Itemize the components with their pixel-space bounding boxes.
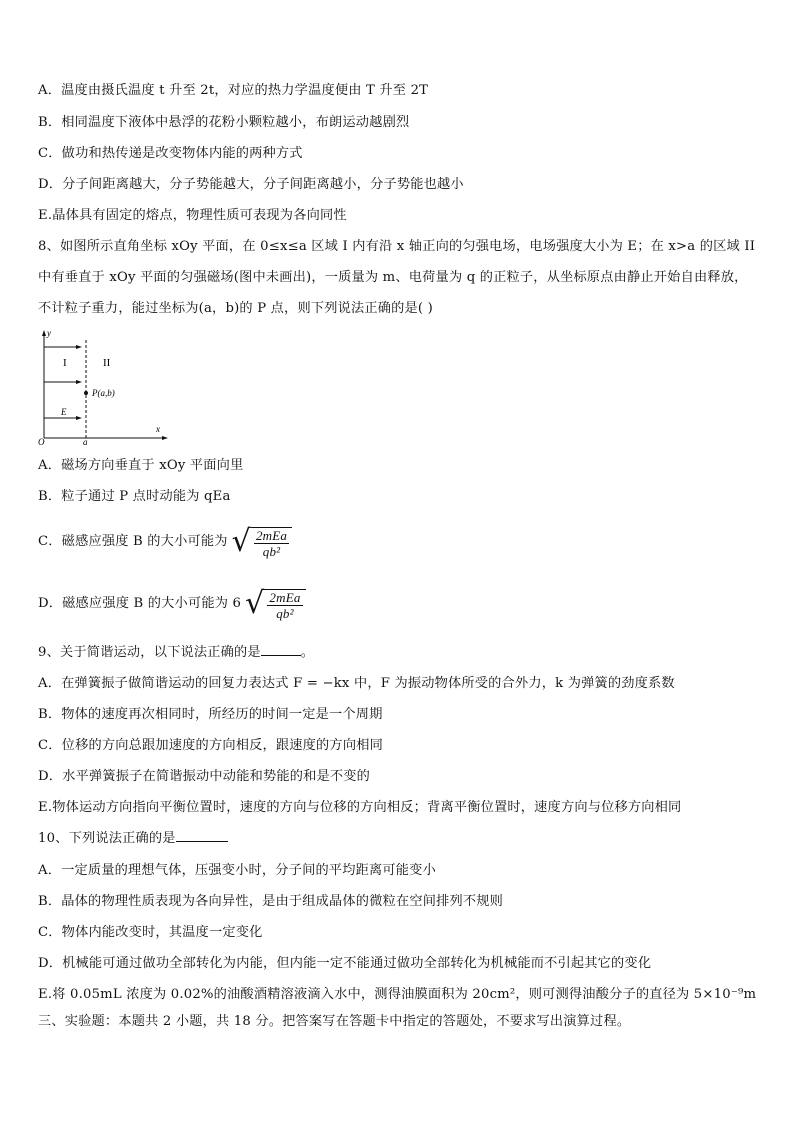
q8-option-b: B．粒子通过 P 点时动能为 qEa xyxy=(38,489,231,504)
q8-option-c-text: C．磁感应强度 B 的大小可能为 xyxy=(38,534,228,549)
q10-option-e: E.将 0.05mL 浓度为 0.02%的油酸酒精溶液滴入水中，测得油膜面积为 20cm²，则可测得油酸分子的直径为 5×10⁻⁹m xyxy=(38,987,757,1002)
q10-stem-text: 10、下列说法正确的是 xyxy=(38,831,176,846)
region-one-label: I xyxy=(63,357,67,369)
frac-denominator: qb² xyxy=(276,606,294,621)
region-two-label: II xyxy=(103,357,111,369)
q7-option-d: D．分子间距离越大，分子势能越大，分子间距离越小，分子势能也越小 xyxy=(38,177,464,192)
q9-stem xyxy=(38,643,774,663)
q10-option-c: C．物体内能改变时，其温度一定变化 xyxy=(38,925,263,940)
q10-option-b: B．晶体的物理性质表现为各向异性，是由于组成晶体的微粒在空间排列不规则 xyxy=(38,894,504,909)
q9-option-a: A．在弹簧振子做简谐运动的回复力表达式 F = −kx 中，F 为振动物体所受的合外力，k 为弹簧的劲度系数 xyxy=(38,676,675,691)
q8-option-d-text: D．磁感应强度 B 的大小可能为 6 xyxy=(38,596,242,611)
q9-option-e: E.物体运动方向指向平衡位置时，速度的方向与位移的方向相反；背离平衡位置时，速度方向与位移方向相同 xyxy=(38,800,682,815)
q8-option-d-formula: √ $\frac{\text{2mEa}}{\text{qb²}}$ xyxy=(245,585,305,623)
q8-stem-line1: 8、如图所示直角坐标 xOy 平面，在 0≤x≤a 区域 I 内有沿 x 轴正向的匀强电场，电场强度大小为 E；在 x>a 的区域 II xyxy=(38,239,756,254)
q9-option-c: C．位移的方向总跟加速度的方向相反，跟速度的方向相同 xyxy=(38,738,383,753)
q8-stem-line3: 不计粒子重力，能过坐标为(a，b)的 P 点，则下列说法正确的是( ) xyxy=(38,301,434,316)
q10-option-a: A．一定质量的理想气体，压强变小时，分子间的平均距离可能变小 xyxy=(38,863,436,878)
q9-option-d: D．水平弹簧振子在简谐振动中动能和势能的和是不变的 xyxy=(38,769,371,784)
point-p-label: P(a,b) xyxy=(92,388,115,398)
axis-y-label: y xyxy=(47,328,51,338)
field-e-label: E xyxy=(61,407,67,417)
q7-option-b: B．相同温度下液体中悬浮的花粉小颗粒越小，布朗运动越剧烈 xyxy=(38,115,410,130)
frac-numerator: 2mEa xyxy=(255,528,288,543)
q10-stem xyxy=(38,829,774,849)
q9-option-b: B．物体的速度再次相同时，所经历的时间一定是一个周期 xyxy=(38,707,383,722)
answer-blank xyxy=(176,829,228,842)
q8-stem-line2: 中有垂直于 xOy 平面的匀强磁场(图中未画出)，一质量为 m、电荷量为 q 的正粒子，从坐标原点由静止开始自由释放， xyxy=(38,270,748,285)
q8-option-c-formula: √ $\frac{\text{2mEa}}{\text{qb²}}$ xyxy=(232,523,292,561)
origin-label: O xyxy=(38,437,45,446)
q7-option-a: A．温度由摄氏温度 t 升至 2t，对应的热力学温度便由 T 升至 2T xyxy=(38,83,429,98)
frac-numerator: 2mEa xyxy=(269,590,301,605)
frac-denominator: qb² xyxy=(262,544,281,559)
q8-option-c xyxy=(38,520,774,564)
section-three-heading: 三、实验题：本题共 2 小题，共 18 分。把答案写在答题卡中指定的答题处，不要求写出演算过程。 xyxy=(38,1014,631,1029)
q9-stem-text: 9、关于简谐运动，以下说法正确的是 xyxy=(38,645,261,660)
axis-x-label: x xyxy=(156,424,160,434)
q9-stem-end: 。 xyxy=(300,645,315,660)
q10-option-d: D．机械能可通过做功全部转化为内能，但内能一定不能通过做功全部转化为机械能而不引起其它的变化 xyxy=(38,956,652,971)
q7-option-e: E.晶体具有固定的熔点，物理性质可表现为各向同性 xyxy=(38,208,347,223)
a-tick-label: a xyxy=(83,437,88,446)
q8-field-diagram xyxy=(36,328,172,446)
answer-blank xyxy=(261,643,301,656)
q8-option-a: A．磁场方向垂直于 xOy 平面向里 xyxy=(38,458,244,473)
q7-option-c: C．做功和热传递是改变物体内能的两种方式 xyxy=(38,146,303,161)
q8-option-d xyxy=(38,582,774,626)
